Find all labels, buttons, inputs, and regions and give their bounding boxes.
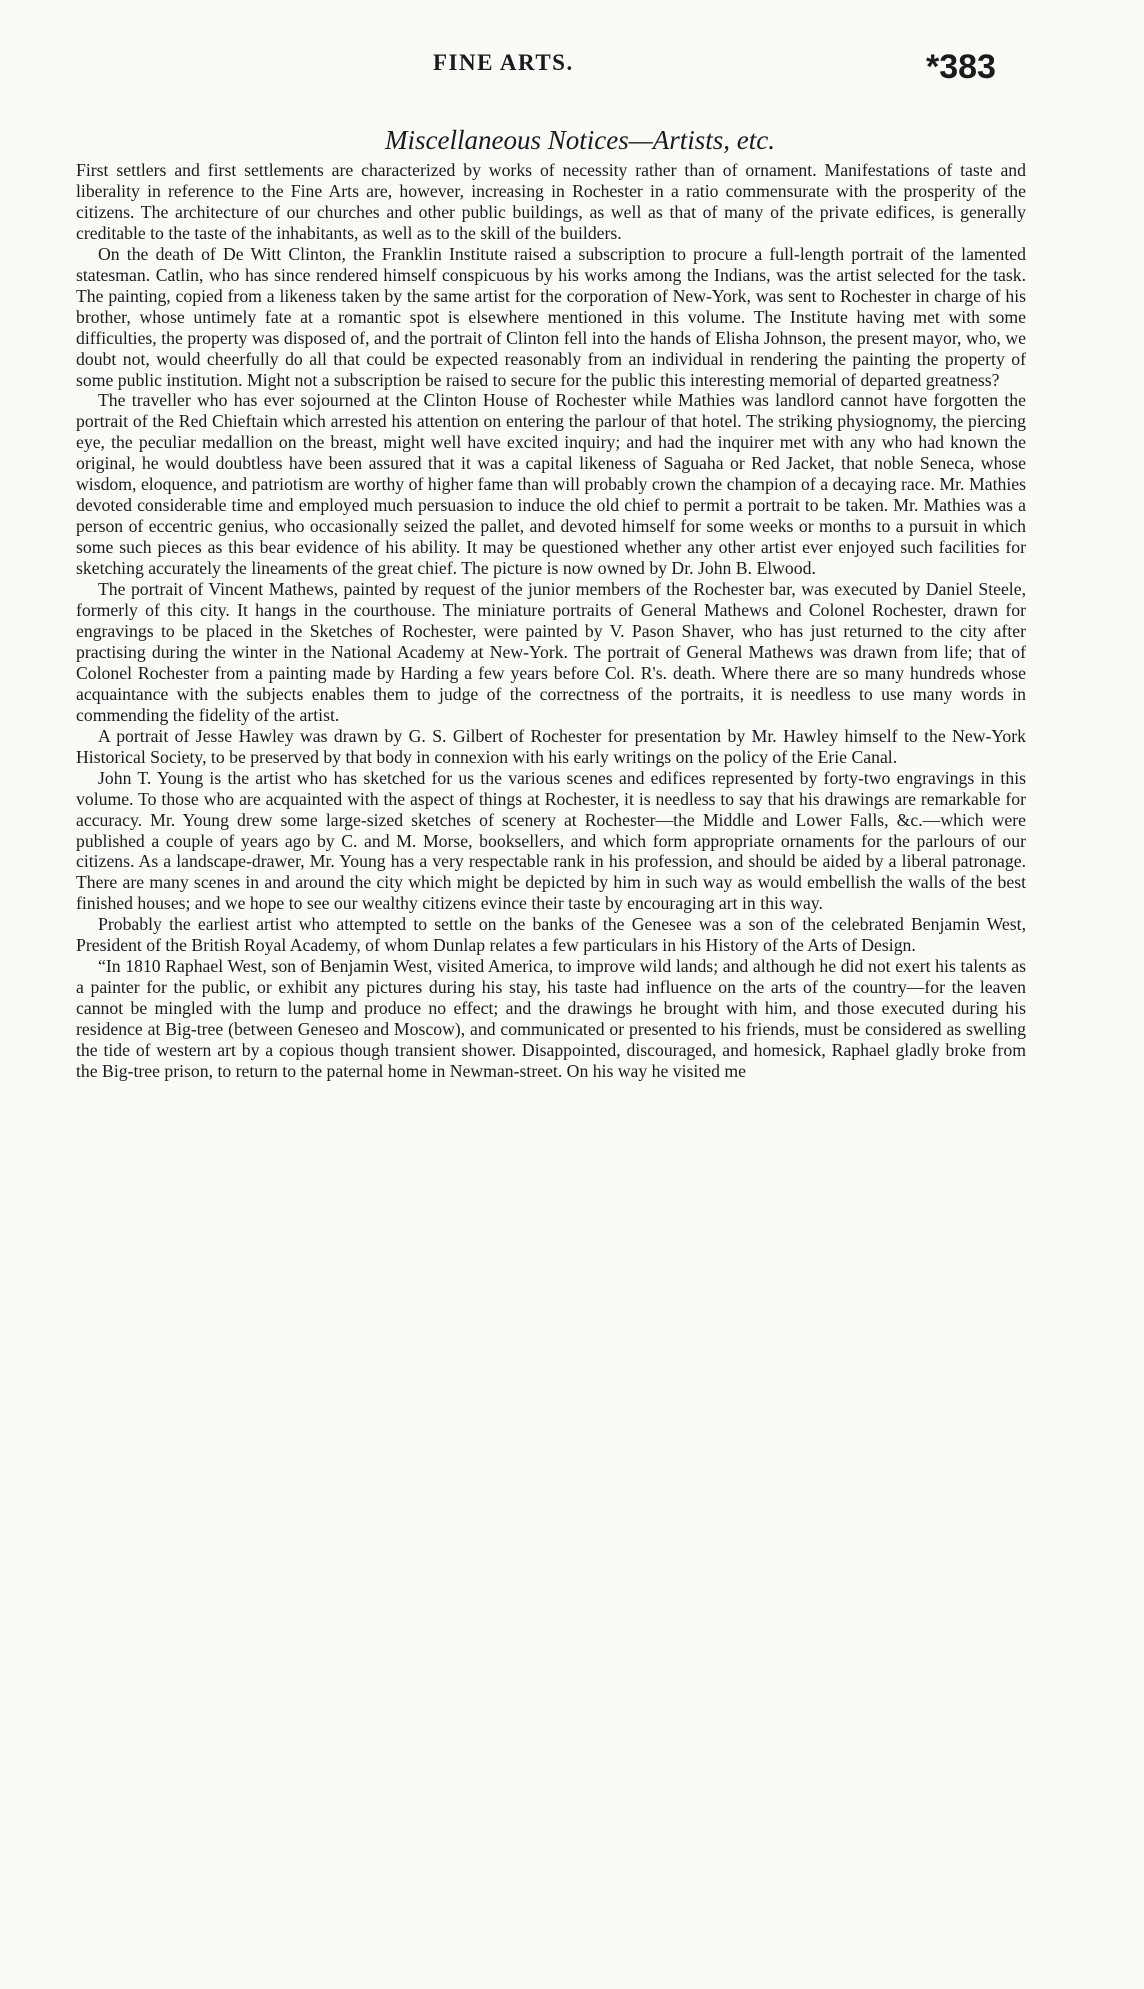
running-head — [0, 48, 1144, 108]
paragraph-red-jacket-portrait: The traveller who has ever sojourned at the Clinton House of Rochester while Mathies was landlord cannot have forgotten the portrait of the Red Chieftain which arrested his attention on entering the parlour of that hotel. The striking physiognomy, the piercing eye, the peculiar medallion on the breast, might well have excited inquiry; and had the inquirer met with any who had known the original, he would doubtless have been assured that it was a capital likeness of Saguaha or Red Jacket, that noble Seneca, whose wisdom, eloquence, and patriotism are worthy of higher fame than will probably crown the champion of a decaying race. Mr. Mathies devoted considerable time and employed much persuasion to induce the old chief to permit a portrait to be taken. Mr. Mathies was a person of eccentric genius, who occasionally seized the pallet, and devoted himself for some weeks or months to a pursuit in which some such pieces as this bear evidence of his ability. It may be questioned whether any other artist ever enjoyed such facilities for sketching accurately the lineaments of the great chief. The picture is now owned by Dr. John B. Elwood. — [76, 390, 1026, 579]
body-text — [76, 160, 1026, 1082]
paragraph-earliest-artist: Probably the earliest artist who attempted to settle on the banks of the Genesee was a son of the celebrated Benjamin West, President of the British Royal Academy, of whom Dunlap relates a few particulars in his History of the Arts of Design. — [76, 914, 1026, 956]
paragraph-first-settlers: First settlers and first settlements are characterized by works of necessity rather than of ornament. Manifestations of taste and liberality in reference to the Fine Arts are, however, increasing in Rochester in a ratio commensurate with the prosperity of the citizens. The architecture of our churches and other public buildings, as well as that of many of the private edifices, is generally creditable to the taste of the inhabitants, as well as to the skill of the builders. — [76, 160, 1026, 243]
section-title: Miscellaneous Notices—Artists, etc. — [385, 125, 775, 155]
paragraph-clinton-portrait: On the death of De Witt Clinton, the Franklin Institute raised a subscription to procure a full-length portrait of the lamented statesman. Catlin, who has since rendered himself conspicuous by his works among the Indians, was the artist selected for the task. The painting, copied from a likeness taken by the same artist for the corporation of New-York, was sent to Rochester in charge of his brother, whose untimely fate at a romantic spot is elsewhere mentioned in this volume. The Institute having met with some difficulties, the property was disposed of, and the portrait of Clinton fell into the hands of Elisha Johnson, the present mayor, who, we doubt not, would cheerfully do all that could be expected reasonably from an individual in rendering the painting the property of some public institution. Might not a subscription be raised to secure for the public this interesting memorial of departed greatness? — [76, 243, 1026, 390]
paragraph-mathews-portrait: The portrait of Vincent Mathews, painted by request of the junior members of the Rochester bar, was executed by Daniel Steele, formerly of this city. It hangs in the courthouse. The miniature portraits of General Mathews and Colonel Rochester, drawn for engravings to be placed in the Sketches of Rochester, were painted by V. Pason Shaver, who has just returned to the city after practising during the winter in the National Academy at New-York. The portrait of General Mathews was drawn from life; that of Colonel Rochester from a painting made by Harding a few years before Col. R's. death. Where there are so many hundreds whose acquaintance with the subjects enables them to judge of the correctness of the portraits, it is needless to use many words in commending the fidelity of the artist. — [76, 579, 1026, 725]
paragraph-hawley-portrait: A portrait of Jesse Hawley was drawn by G. S. Gilbert of Rochester for presentation by Mr. Hawley himself to the New-York Historical Society, to be preserved by that body in connexion with his early writings on the policy of the Erie Canal. — [76, 725, 1026, 767]
page-number: *383 — [926, 48, 996, 86]
paragraph-john-young: John T. Young is the artist who has sketched for us the various scenes and edifices represented by forty-two engravings in this volume. To those who are acquainted with the aspect of things at Rochester, it is needless to say that his drawings are remarkable for accuracy. Mr. Young drew some large-sized sketches of scenery at Rochester—the Middle and Lower Falls, &c.—which were published a couple of years ago by C. and M. Morse, booksellers, and which form appropriate ornaments for the parlours of our citizens. As a landscape-drawer, Mr. Young has a very respectable rank in his profession, and should be aided by a liberal patronage. There are many scenes in and around the city which might be depicted by him in such way as would embellish the walls of the best finished houses; and we hope to see our wealthy citizens evince their taste by encouraging art in this way. — [76, 767, 1026, 914]
running-title: FINE ARTS. — [433, 50, 574, 75]
paragraph-raphael-west-quote: “In 1810 Raphael West, son of Benjamin West, visited America, to improve wild lands; and although he did not exert his talents as a painter for the public, or exhibit any pictures during his stay, his taste had influence on the arts of the country—for the leaven cannot be mingled with the lump and produce no effect; and the drawings he brought with him, and those executed during his residence at Big-tree (between Geneseo and Moscow), and communicated or presented to his friends, must be considered as swelling the tide of western art by a copious though transient shower. Disappointed, discouraged, and homesick, Raphael gladly broke from the Big-tree prison, to return to the paternal home in Newman-street. On his way he visited me — [76, 956, 1026, 1081]
